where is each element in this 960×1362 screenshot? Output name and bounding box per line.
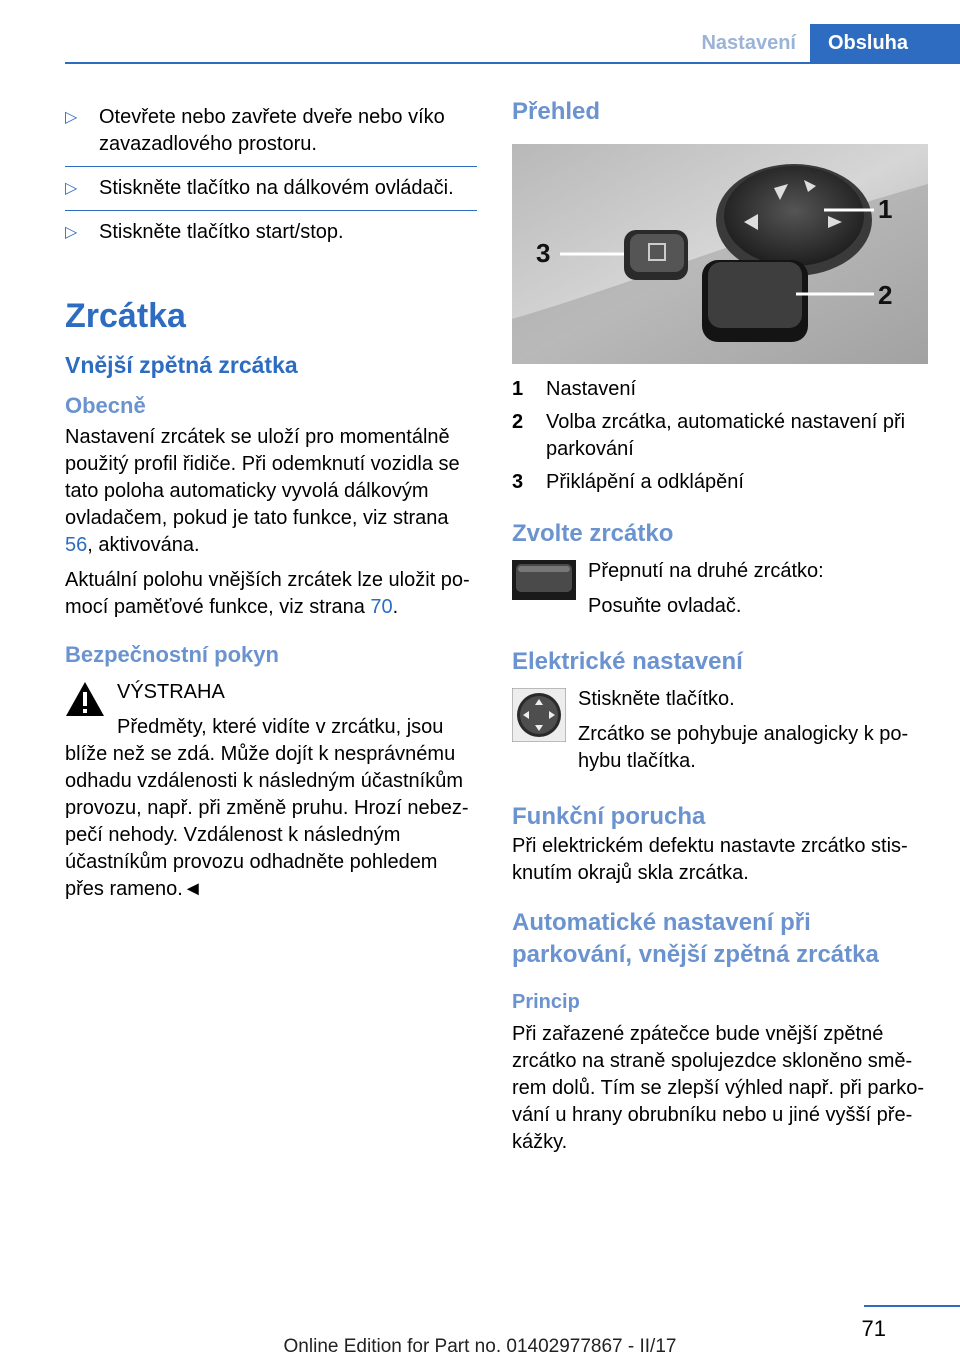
triangle-bullet-icon: ▷ [65,109,78,126]
general-heading: Obecně [65,393,146,418]
malfunction-text: Při elektrickém defektu nastavte zrcátko stisknutím okrajů skla zrcátka. [512,835,908,884]
list-item: ▷ Otevřete nebo zavřete dveře nebo víko zavazadlového prostoru. [65,96,477,167]
electric-line-1: Stiskněte tlačítko. [578,688,735,710]
footer-edition: Online Edition for Part no. 01402977867 - II/17 [283,1336,677,1357]
photo-label-2: 2 [878,280,893,310]
list-item: ▷ Stiskněte tlačítko start/stop. [65,211,477,254]
select-mirror-line-1: Přepnutí na druhé zrcátko: [588,560,824,582]
tab-nastaveni[interactable]: Nastavení [701,32,796,54]
legend-item: 2 Volba zrcátka, automatické nastavení při parkování [512,411,906,460]
legend-item: 3 Přiklápění a odklápění [512,471,744,493]
general-paragraph-2: Aktuální polohu vnějších zrcátek lze uložit pomocí paměťové funkce, viz strana 70. [65,569,470,618]
overview-heading: Přehled [512,98,601,125]
malfunction-heading: Funkční porucha [512,803,706,830]
header-tabs [687,24,960,62]
triangle-bullet-icon: ▷ [65,180,78,197]
select-mirror-block [512,558,932,620]
triangle-bullet-icon: ▷ [65,224,78,241]
legend-item: 1 Nastavení [512,378,637,400]
select-mirror-line-2: Posuňte ovladač. [588,595,742,617]
photo-label-1: 1 [878,194,893,224]
page-number-rule [864,1305,960,1307]
auto-parking-heading: Automatické nastavení při parkování, vnější zpětná zrcátka [512,909,879,968]
electric-block [512,686,932,775]
warning-triangle-icon [65,681,105,717]
warning-block [65,679,477,903]
general-paragraph-1: Nastavení zrcátek se uloží pro momentálně použitý profil řidiče. Při odemknutí vozidla se tato poloha automaticky vyvolá dálkovým ovladačem, pokud je tato funkce, viz strana 56, aktivována. [65,426,460,556]
electric-line-2: Zrcátko se pohybuje analogicky k pohybu tlačítka. [578,723,909,772]
legend-list [512,376,932,496]
mirror-control-photo [512,144,928,364]
section-subtitle: Vnější zpětná zrcátka [65,352,298,378]
tab-obsluha[interactable]: Obsluha [810,24,960,62]
principle-text: Při zařazené zpátečce bude vnější zpětné zrcátko na straně spolujezdce skloněno směrem dolů. Tím se zlepší výhled např. při parkování u hrany obrubníku nebo u jiné vyšší překážky. [512,1023,925,1153]
adjust-pad-icon [512,688,566,742]
steps-list [65,96,477,254]
principle-heading: Princip [512,991,580,1013]
warning-text: Předměty, které vidíte v zrcátku, jsou blíže než se zdá. Může dojít k nesprávnému odhadu vzdálenosti k následným účastníkům provozu, např. při změně pruhu. Hrozí nebezpečí nehody. Vzdálenost k následným účastníkům provozu odhadněte pohledem přes rameno.◄ [65,716,469,900]
page-link-56[interactable]: 56 [65,534,88,556]
list-item: ▷ Stiskněte tlačítko na dálkovém ovládači. [65,167,477,211]
page-link-70[interactable]: 70 [370,596,393,618]
warning-label: VÝSTRAHA [117,681,225,703]
section-title: Zrcátka [65,297,186,335]
electric-heading: Elektrické nastavení [512,648,743,675]
select-mirror-heading: Zvolte zrcátko [512,520,674,547]
mirror-selector-icon [512,560,576,600]
right-column [512,96,932,1156]
left-column [65,96,477,903]
photo-label-3: 3 [536,238,551,268]
header-rule [65,62,960,64]
page-number: 71 [861,1316,886,1341]
safety-heading: Bezpečnostní pokyn [65,642,279,667]
